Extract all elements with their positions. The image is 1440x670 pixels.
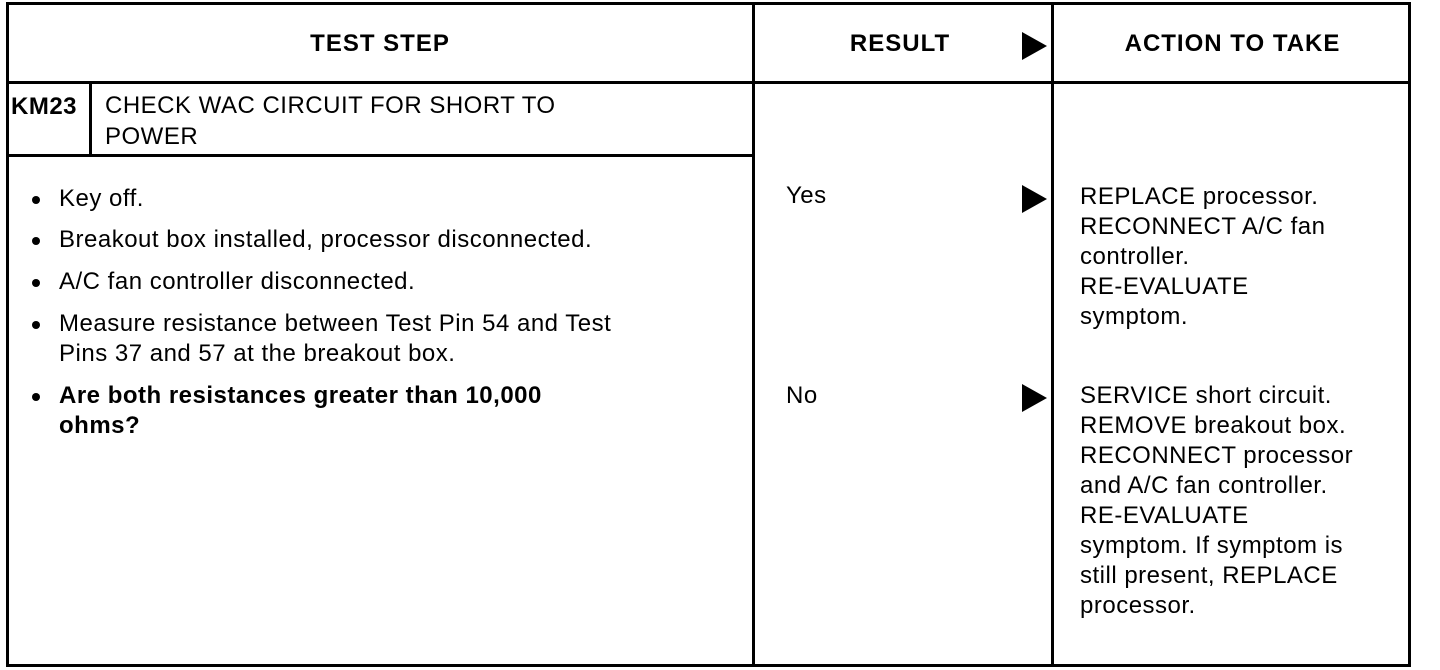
step-id: KM23 — [11, 93, 78, 120]
result-yes: Yes — [786, 182, 827, 209]
result-yes-arrow-icon — [1022, 185, 1047, 213]
bullet-text: Measure resistance between Test Pin 54 and Test — [59, 310, 612, 337]
action-line: REPLACE processor. — [1080, 183, 1319, 210]
action-line: and A/C fan controller. — [1080, 472, 1328, 499]
bullet-dot-icon — [32, 321, 40, 329]
bullet-item — [59, 184, 144, 214]
header-test-step: TEST STEP — [310, 30, 450, 57]
action-line: RECONNECT A/C fan — [1080, 213, 1326, 240]
column-divider-step-result — [752, 2, 755, 667]
step-title-line2: POWER — [105, 123, 199, 150]
action-line: RE-EVALUATE — [1080, 273, 1249, 300]
bullet-item — [59, 309, 611, 369]
bullet-dot-icon — [32, 237, 40, 245]
bullet-text: Pins 37 and 57 at the breakout box. — [59, 340, 456, 367]
action-line: symptom. If symptom is — [1080, 532, 1344, 559]
bullet-text: ohms? — [59, 412, 141, 439]
step-id-divider — [89, 81, 92, 156]
bullet-text: Are both resistances greater than 10,000 — [59, 382, 542, 409]
step-title-line1: CHECK WAC CIRCUIT FOR SHORT TO — [105, 92, 556, 119]
header-action: ACTION TO TAKE — [1124, 30, 1341, 57]
bullet-question — [59, 381, 542, 441]
action-line: RECONNECT processor — [1080, 442, 1354, 469]
action-line: symptom. — [1080, 303, 1189, 330]
step-title-divider — [6, 154, 754, 157]
bullet-text: Breakout box installed, processor disconnected. — [59, 226, 593, 253]
header-result: RESULT — [849, 30, 951, 57]
action-line: controller. — [1080, 243, 1190, 270]
action-line: REMOVE breakout box. — [1080, 412, 1347, 439]
bullet-item — [59, 225, 592, 255]
action-no — [1080, 381, 1353, 621]
bullet-text: A/C fan controller disconnected. — [59, 268, 416, 295]
header-divider — [6, 81, 1411, 84]
column-divider-result-action — [1051, 2, 1054, 667]
bullet-dot-icon — [32, 196, 40, 204]
bullet-dot-icon — [32, 279, 40, 287]
result-no-arrow-icon — [1022, 384, 1047, 412]
action-line: SERVICE short circuit. — [1080, 382, 1332, 409]
bullet-text: Key off. — [59, 185, 144, 212]
bullet-dot-icon — [32, 393, 40, 401]
action-line: RE-EVALUATE — [1080, 502, 1249, 529]
action-line: still present, REPLACE — [1080, 562, 1338, 589]
action-yes — [1080, 182, 1325, 332]
result-no: No — [786, 382, 818, 409]
header-arrow-icon — [1022, 32, 1047, 60]
bullet-item — [59, 267, 415, 297]
action-line: processor. — [1080, 592, 1196, 619]
